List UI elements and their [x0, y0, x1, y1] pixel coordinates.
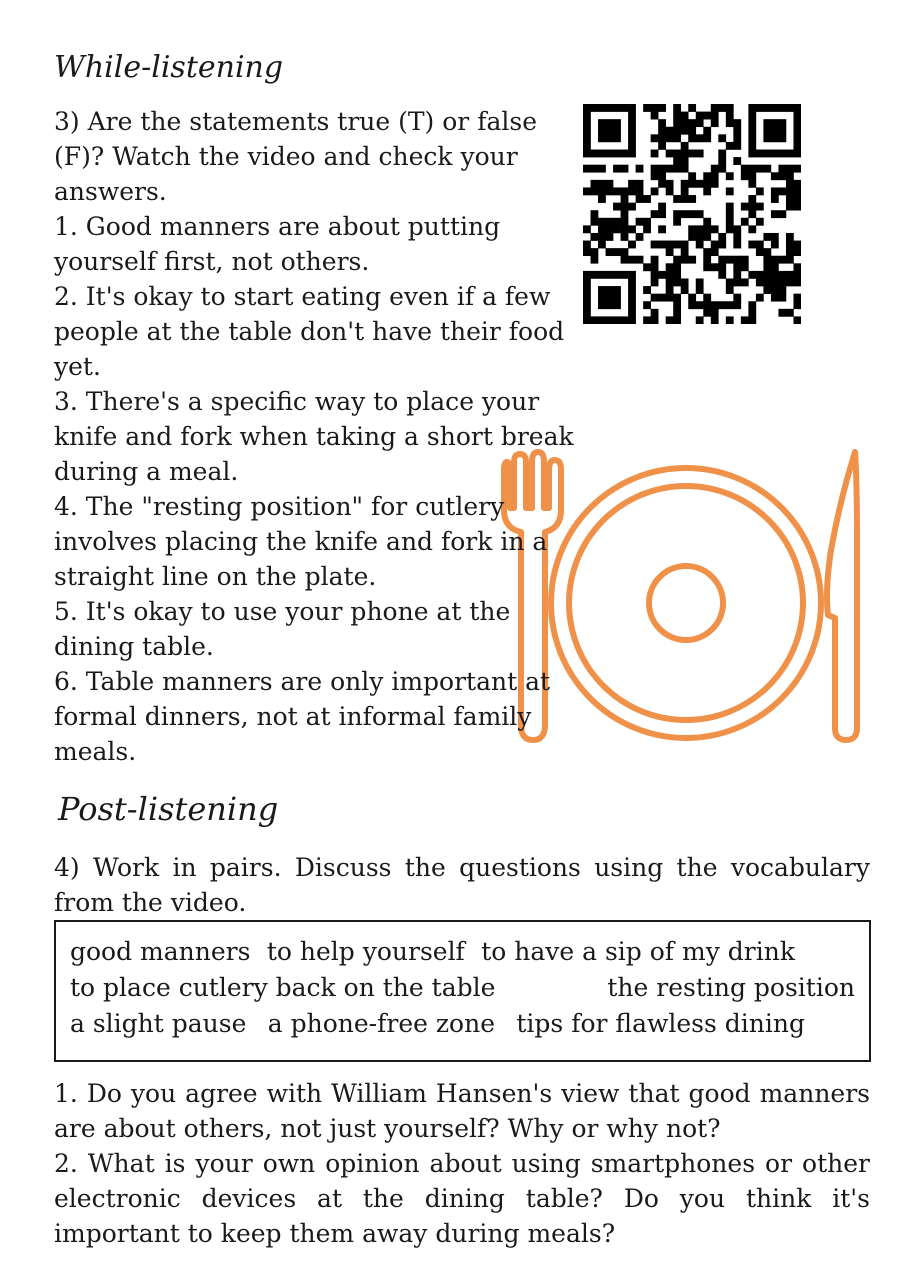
- task-line: 3) Are the statements true (T) or false: [54, 107, 537, 136]
- statement-line: during a meal.: [54, 457, 239, 486]
- vocabulary-row: [70, 1006, 855, 1042]
- vocab-item: tips for flawless dining: [516, 1009, 805, 1038]
- while-listening-content: [54, 104, 574, 769]
- statement-1: [54, 209, 574, 279]
- statement-6: [54, 664, 574, 769]
- statement-3: [54, 384, 574, 489]
- statement-line: 3. There's a specific way to place your: [54, 387, 540, 416]
- statement-line: 4. The "resting position" for cutlery: [54, 492, 505, 521]
- task-line: (F)? Watch the video and check your: [54, 142, 518, 171]
- statement-2: [54, 279, 574, 384]
- statement-line: yourself first, not others.: [54, 247, 370, 276]
- vocabulary-box: [54, 920, 871, 1062]
- statement-line: straight line on the plate.: [54, 562, 377, 591]
- statement-5: [54, 594, 574, 664]
- statement-line: formal dinners, not at informal family: [54, 702, 532, 731]
- vocab-item: to have a sip of my drink: [481, 937, 795, 966]
- statement-line: meals.: [54, 737, 137, 766]
- statement-line: yet.: [54, 352, 101, 381]
- statement-line: people at the table don't have their food: [54, 317, 565, 346]
- qr-code-icon[interactable]: [583, 104, 801, 324]
- post-listening-task: 4) Work in pairs. Discuss the questions using the vocabulary from the video.: [54, 853, 870, 917]
- statement-line: 1. Good manners are about putting: [54, 212, 501, 241]
- question-1: 1. Do you agree with William Hansen's view that good manners are about others, not just yourself? Why or why not?: [54, 1079, 870, 1143]
- vocabulary-row: [70, 970, 855, 1006]
- vocabulary-row: [70, 934, 855, 970]
- statement-line: involves placing the knife and fork in a: [54, 527, 548, 556]
- while-listening-heading: While-listening: [54, 50, 284, 85]
- statement-line: 2. It's okay to start eating even if a few: [54, 282, 551, 311]
- statement-line: 6. Table manners are only important at: [54, 667, 551, 696]
- task-line: answers.: [54, 177, 167, 206]
- vocab-item: to help yourself: [266, 937, 465, 966]
- statement-line: 5. It's okay to use your phone at the: [54, 597, 511, 626]
- statement-line: dining table.: [54, 632, 214, 661]
- vocab-item: good manners: [70, 937, 251, 966]
- post-listening-heading: Post-listening: [58, 790, 279, 828]
- vocab-item: a phone-free zone: [267, 1009, 495, 1038]
- statement-line: knife and fork when taking a short break: [54, 422, 574, 451]
- vocab-item: the resting position: [607, 973, 855, 1002]
- discussion-questions: [54, 1076, 870, 1251]
- vocab-item: to place cutlery back on the table: [70, 973, 496, 1002]
- vocab-item: a slight pause: [70, 1009, 247, 1038]
- statement-4: [54, 489, 574, 594]
- question-2: 2. What is your own opinion about using smartphones or other electronic devices at the dining table? Do you think it's important to keep them away during meals?: [54, 1149, 870, 1248]
